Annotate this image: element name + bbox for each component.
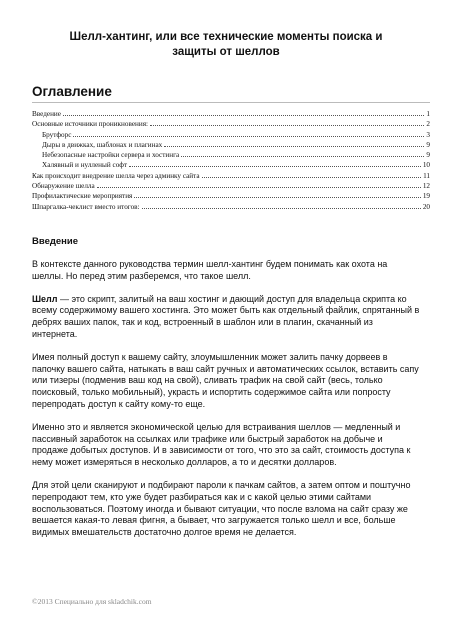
paragraph-2-text: — это скрипт, залитый на ваш хостинг и дающий доступ для владельца скрипта ко всему содержимому вашего хостинга. Это может быть как отдельный файлик, спрятанный в дебрях ваших папок, так и код, встроенный в шаблон или в плагин, скачанный из интернета.	[32, 293, 420, 339]
section-heading: Введение	[32, 235, 79, 247]
toc-item-page: 19	[422, 192, 430, 201]
paragraph-4: Именно это и является экономической целью для встраивания шеллов — медленный и пассивный заработок на ссылках или трафике или быстрый заработок на добыче и продаже добытых доступов. И в зависимости от того, что это за сайт, стоимость доступа к нему может измеряться в несколько долларов, а то и десятки долларов.	[32, 421, 411, 468]
toc-item-page: 10	[422, 161, 430, 170]
toc-subitem[interactable]	[32, 150, 430, 160]
document-title	[32, 0, 420, 60]
footer: ©2013 Специально для skladchik.com	[32, 597, 152, 606]
toc-item[interactable]	[32, 119, 430, 129]
toc-item-page: 9	[426, 151, 430, 160]
toc-subitem[interactable]	[32, 140, 430, 150]
toc-item-page: 9	[426, 140, 430, 149]
toc-item[interactable]	[32, 202, 430, 212]
toc-item[interactable]	[32, 181, 430, 191]
paragraph-2	[32, 294, 420, 341]
toc-item-label: Обнаружение шелла	[32, 182, 95, 191]
toc-item-label: Основные источники проникновения:	[32, 120, 149, 129]
table-of-contents	[32, 109, 430, 212]
toc-subitem[interactable]	[32, 130, 430, 140]
paragraph-5: Для этой цели сканируют и подбирают пароли к пачкам сайтов, а затем оптом и поштучно перепродают тем, кто уже будет разбираться как и с какой целью этими сайтами воспользоваться. Поэтому иногда и бывают ситуации, что после взлома на сайт сразу же вешается какая-то левая фигня, а бывает, что загружается только шелл и все, больше видимых вмешательств достаточно долгое время не делается.	[32, 479, 411, 538]
toc-item[interactable]	[32, 109, 430, 119]
toc-item-page: 12	[422, 182, 430, 191]
title-line-1: Шелл-хантинг, или все технические моменты поиска и	[69, 31, 383, 43]
toc-item[interactable]	[32, 191, 430, 201]
toc-item-label: Профилактические мероприятия	[32, 192, 133, 201]
term-bold: Шелл	[32, 293, 58, 304]
paragraph-3: Имея полный доступ к вашему сайту, злоумышленник может залить пачку дорвеев в папочку вашего сайта, натыкать в ваш сайт ручных и автоматических ссылок, вставить сапу или тизеры (подменив ваш код на свой), сливать трафик на свой сайт (весь, только поисковый, только мобильный), украсть и испортить содержимое сайта или попросту перепродать доступ к сайту кому-то еще.	[32, 351, 419, 409]
toc-heading: Оглавление	[32, 84, 430, 103]
toc-item[interactable]	[32, 171, 430, 181]
toc-item-page: 3	[426, 130, 430, 139]
toc-item-label: Халявный и нулленый софт	[42, 161, 128, 170]
toc-item-label: Введение	[32, 110, 61, 118]
toc-item-label: Небезопасные настройки сервера и хостинга	[42, 151, 180, 160]
paragraph-1: В контексте данного руководства термин шелл-хантинг будем понимать как охота на шеллы. Но перед этим разберемся, что такое шелл.	[32, 258, 388, 281]
toc-item-page: 2	[426, 120, 430, 129]
toc-item-page: 1	[426, 110, 430, 118]
toc-item-label: Дыры в движках, шаблонах и плагинах	[42, 140, 163, 149]
title-line-2: защиты от шеллов	[172, 46, 280, 58]
toc-subitem[interactable]	[32, 160, 430, 170]
toc-item-page: 20	[422, 202, 430, 211]
toc-item-label: Шпаргалка-чеклист вместо итогов:	[32, 202, 140, 211]
toc-item-label: Брутфорс	[42, 130, 72, 139]
toc-item-page: 11	[423, 171, 430, 180]
toc-item-label: Как происходит внедрение шелла через админку сайта	[32, 171, 200, 180]
